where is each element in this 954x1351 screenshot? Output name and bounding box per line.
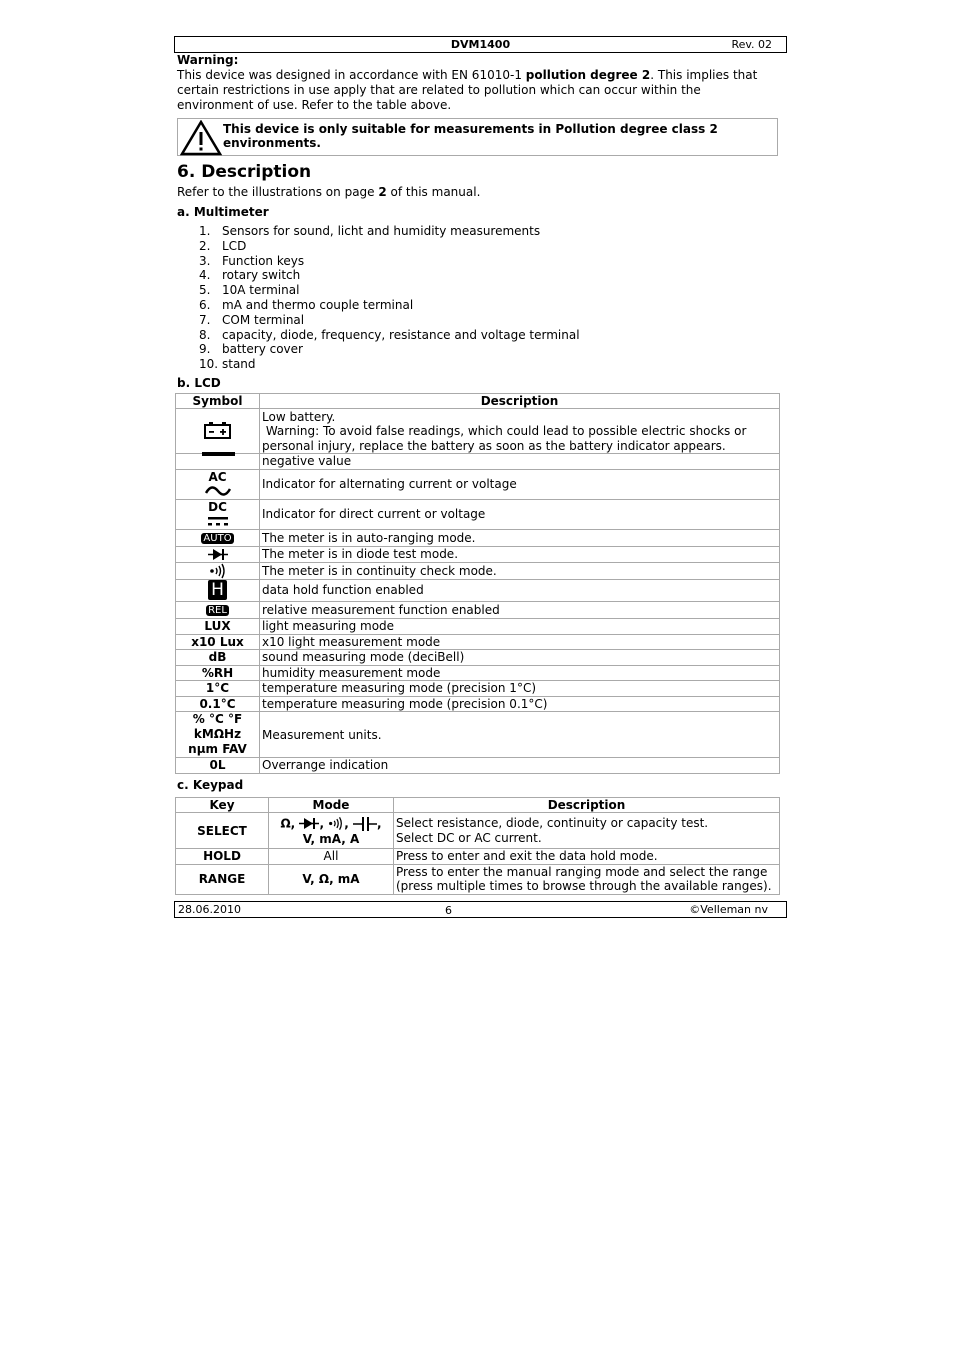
table-row — [176, 579, 780, 601]
table-row — [176, 601, 780, 619]
lcd-symbol-description: humidity measurement mode — [260, 665, 780, 681]
table-row — [176, 634, 780, 650]
hold-mode: All — [269, 849, 394, 865]
col-key: Key — [176, 797, 269, 813]
multimeter-heading: a. Multimeter — [177, 205, 269, 219]
dc-description: Indicator for direct current or voltage — [260, 499, 780, 529]
select-key: SELECT — [176, 813, 269, 849]
auto-description: The meter is in auto-ranging mode. — [260, 529, 780, 547]
lcd-symbol: 1°C — [176, 681, 260, 697]
units-line-1: % °C °F — [192, 712, 243, 727]
list-item: 2. LCD — [199, 238, 247, 253]
dc-label: DC — [208, 500, 227, 515]
footer-date: 28.06.2010 — [178, 903, 241, 916]
footer-page-number: 6 — [445, 904, 452, 917]
warning-line-3: environment of use. Refer to the table above. — [177, 98, 452, 112]
list-item: 4. rotary switch — [199, 268, 301, 283]
table-row — [176, 619, 780, 635]
negative-sign-icon — [202, 452, 235, 456]
section-intro: Refer to the illustrations on page 2 of this manual. — [177, 185, 481, 199]
overrange-description: Overrange indication — [260, 758, 780, 774]
battery-description: Low battery. Warning: To avoid false readings, which could lead to possible electric shocks or personal injury, replace the battery as soon as the battery indicator appears. — [260, 409, 780, 454]
pollution-warning-text: This device is only suitable for measurements in Pollution degree class 2 environments. — [223, 122, 718, 150]
rel-description: relative measurement function enabled — [260, 601, 780, 619]
table-row — [176, 409, 780, 454]
ac-label: AC — [208, 470, 227, 485]
table-row — [176, 665, 780, 681]
lcd-symbol: 0.1°C — [176, 696, 260, 712]
header-revision: Rev. 02 — [731, 38, 772, 51]
lcd-mode-rows — [176, 619, 780, 712]
lcd-symbol-description: temperature measuring mode (precision 1°C) — [260, 681, 780, 697]
table-row — [176, 813, 780, 849]
hold-icon: H — [208, 580, 227, 600]
lcd-symbol-description: x10 light measurement mode — [260, 634, 780, 650]
warning-line-1: This device was designed in accordance with EN 61010-1 pollution degree 2. This implies that — [177, 68, 758, 82]
lcd-symbol: LUX — [176, 619, 260, 635]
table-row — [176, 849, 780, 865]
table-row — [176, 469, 780, 499]
table-row — [176, 650, 780, 666]
footer-copyright: ©Velleman nv — [689, 903, 768, 916]
ac-wave-icon — [205, 486, 231, 496]
range-mode: V, Ω, mA — [269, 864, 394, 894]
warning-title: Warning: — [177, 53, 239, 67]
range-key: RANGE — [176, 864, 269, 894]
lcd-symbol: dB — [176, 650, 260, 666]
range-description: Press to enter the manual ranging mode and select the range (press multiple times to browse through the available ranges). — [394, 864, 780, 894]
warning-triangle-icon — [180, 120, 222, 156]
table-row — [176, 696, 780, 712]
capacitor-icon — [353, 816, 377, 832]
diode-description: The meter is in diode test mode. — [260, 547, 780, 563]
table-row — [176, 864, 780, 894]
keypad-table — [175, 797, 780, 895]
col-mode: Mode — [269, 797, 394, 813]
list-item: 3. Function keys — [199, 253, 305, 268]
col-symbol: Symbol — [176, 393, 260, 409]
continuity-sound-icon — [209, 563, 227, 579]
units-description: Measurement units. — [260, 712, 780, 758]
table-row — [176, 529, 780, 547]
page-header — [174, 36, 787, 53]
units-line-2: kMΩHz — [193, 727, 242, 742]
units-line-3: nμm FAV — [188, 742, 247, 757]
battery-icon — [203, 422, 233, 440]
table-row — [176, 499, 780, 529]
keypad-heading: c. Keypad — [177, 777, 244, 792]
table-row — [176, 758, 780, 774]
warning-line-2: certain restrictions in use apply that are related to pollution which can occur within the — [177, 83, 701, 97]
negative-description: negative value — [260, 454, 780, 470]
hold-key: HOLD — [176, 849, 269, 865]
col-description: Description — [260, 393, 780, 409]
hold-description: data hold function enabled — [260, 579, 780, 601]
list-item: 9. battery cover — [199, 342, 303, 357]
table-row — [176, 712, 780, 758]
continuity-sound-icon — [328, 816, 344, 831]
lcd-symbol-description: temperature measuring mode (precision 0.1°C) — [260, 696, 780, 712]
lcd-symbol-table — [175, 393, 780, 774]
lcd-symbol-description: sound measuring mode (deciBell) — [260, 650, 780, 666]
manual-page — [174, 36, 787, 895]
table-row — [176, 562, 780, 579]
header-model: DVM1400 — [450, 38, 511, 51]
lcd-heading: b. LCD — [177, 375, 221, 390]
continuity-description: The meter is in continuity check mode. — [260, 562, 780, 579]
list-item: 1. Sensors for sound, licht and humidity measurements — [199, 224, 541, 238]
overrange-symbol: 0L — [176, 758, 260, 774]
table-row — [176, 547, 780, 563]
diode-icon — [299, 817, 319, 830]
lcd-symbol: %RH — [176, 665, 260, 681]
table-header-row — [176, 797, 780, 813]
section-title: 6. Description — [177, 162, 312, 182]
list-item: 7. COM terminal — [199, 312, 305, 327]
list-item: 6. mA and thermo couple terminal — [199, 297, 414, 312]
list-item: 5. 10A terminal — [199, 283, 300, 298]
select-description: Select resistance, diode, continuity or capacity test. Select DC or AC current. — [394, 813, 780, 849]
lcd-symbol-description: light measuring mode — [260, 619, 780, 635]
list-item: 10. stand — [199, 357, 256, 372]
dc-line-icon — [207, 515, 229, 527]
rel-icon: REL — [208, 604, 227, 616]
pollution-warning-box — [177, 118, 778, 156]
diode-icon — [208, 548, 228, 561]
lcd-symbol: x10 Lux — [176, 634, 260, 650]
ac-description: Indicator for alternating current or voltage — [260, 469, 780, 499]
table-header-row — [176, 393, 780, 409]
col-description: Description — [394, 797, 780, 813]
select-modes: Ω, , , , V, mA, A — [269, 813, 394, 849]
table-row — [176, 454, 780, 470]
hold-key-description: Press to enter and exit the data hold mode. — [394, 849, 780, 865]
multimeter-parts-list — [174, 224, 787, 372]
table-row — [176, 681, 780, 697]
page-footer — [174, 901, 787, 918]
list-item: 8. capacity, diode, frequency, resistance and voltage terminal — [199, 327, 580, 342]
auto-range-icon: AUTO — [203, 532, 232, 544]
